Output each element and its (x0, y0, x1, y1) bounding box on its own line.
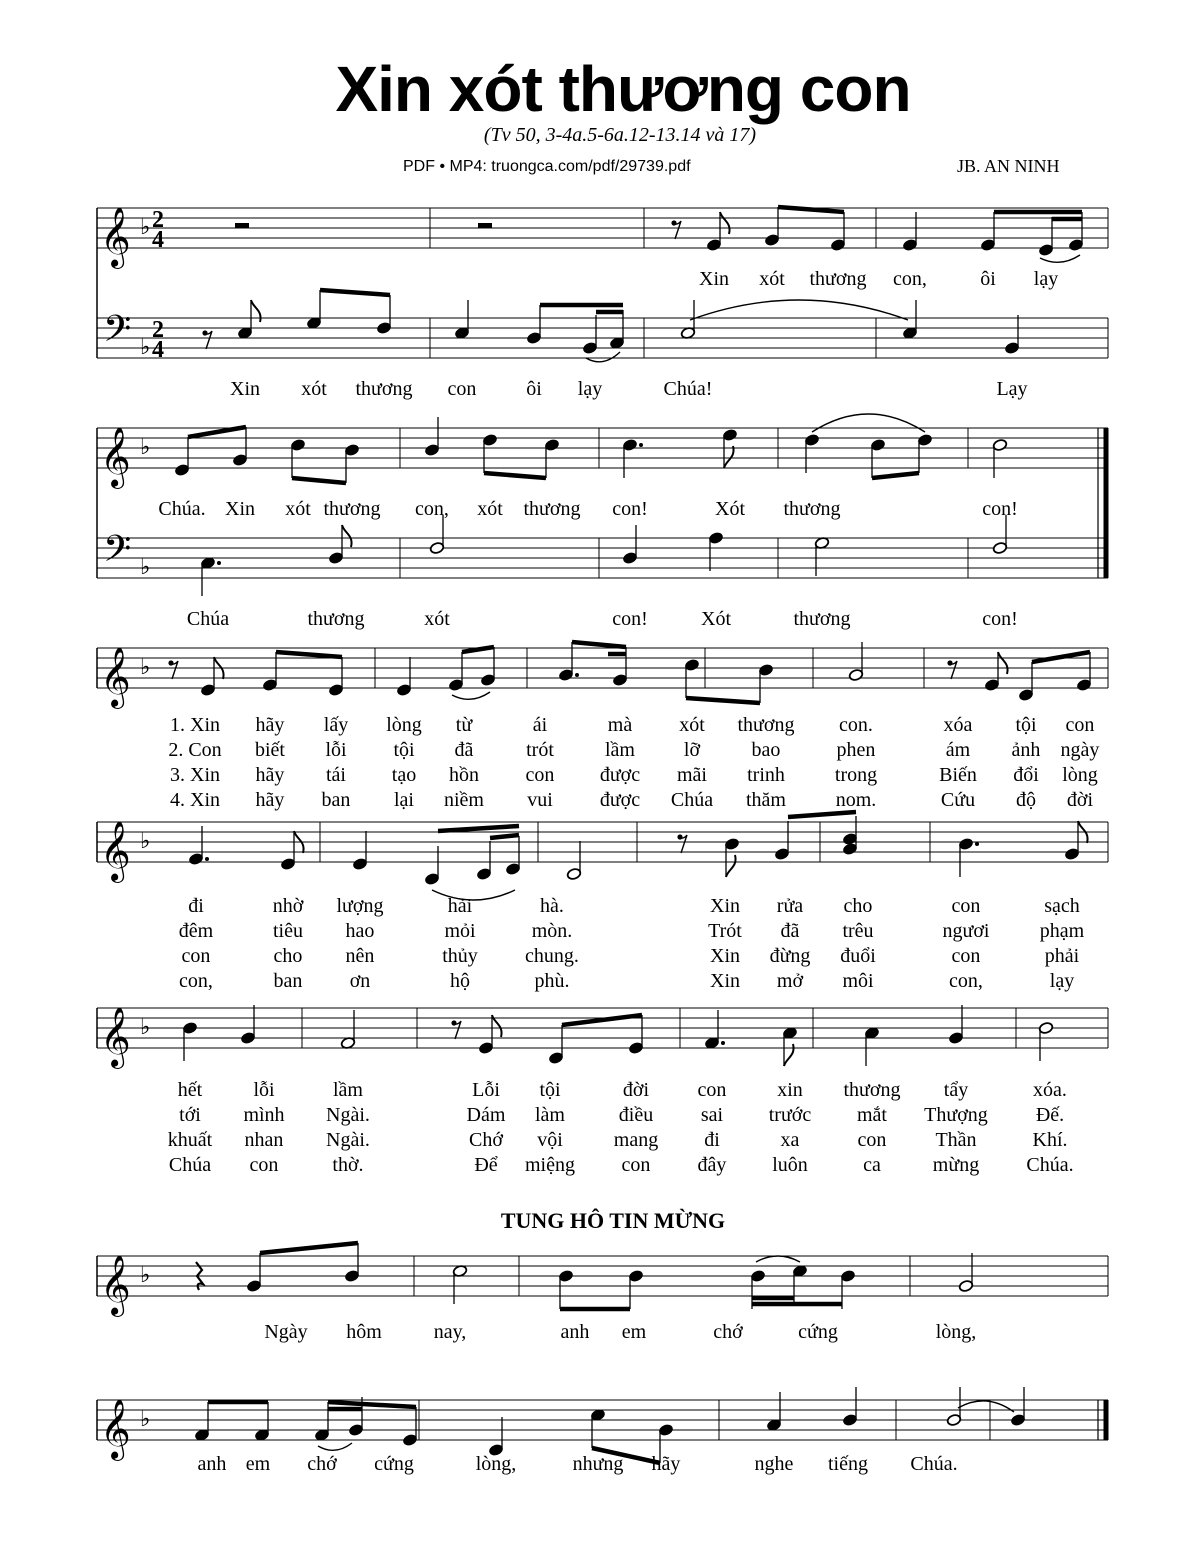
lyric-syllable: tội (539, 1079, 561, 1101)
lyric-syllable: ái (532, 714, 548, 736)
lyric-syllable: hãy (255, 764, 285, 786)
lyric-syllable: con (621, 1154, 651, 1176)
lyric-syllable: xót (301, 378, 327, 400)
augmentation-dot (975, 842, 979, 846)
lyric-syllable: con, (415, 498, 449, 520)
treble-clef: 𝄞 (100, 821, 131, 881)
lyric-syllable: lòng, (935, 1321, 977, 1343)
lyric-syllable: Biến (939, 764, 977, 786)
lyric-syllable: con (697, 1079, 727, 1101)
lyric-syllable: phen (836, 739, 876, 761)
lyric-syllable: anh (197, 1453, 227, 1475)
flat-sign: ♭ (140, 1407, 151, 1432)
treble-clef: 𝄞 (100, 1255, 131, 1315)
lyric-syllable: ban (273, 970, 303, 992)
lyric-syllable: hôm (346, 1321, 382, 1343)
lyric-syllable: làm (535, 1104, 565, 1126)
lyric-syllable: trót (526, 739, 554, 761)
lyric-syllable: xa (780, 1129, 800, 1151)
beam (320, 290, 390, 295)
slur (812, 414, 925, 432)
lyric-syllable: lỡ (683, 739, 701, 761)
lyric-syllable: Chúa (168, 1154, 212, 1176)
lyric-syllable: Xin (230, 378, 260, 400)
lyric-syllable: Chúa. (1026, 1154, 1074, 1176)
lyric-syllable: con, (893, 268, 927, 290)
lyric-syllable: anh (560, 1321, 590, 1343)
beam (260, 1243, 358, 1253)
lyric-syllable: Lạy (996, 378, 1028, 400)
lyric-syllable: Để (474, 1154, 498, 1176)
lyric-syllable: Trót (708, 920, 742, 942)
lyric-syllable: lỗi (253, 1079, 275, 1101)
lyric-syllable: thương (307, 608, 365, 630)
lyric-syllable: Ngài. (326, 1129, 370, 1151)
lyric-syllable: ám (945, 739, 971, 761)
lyric-syllable: 1. Xin (170, 714, 220, 736)
lyric-syllable: đi (704, 1129, 720, 1151)
lyric-syllable: con (857, 1129, 887, 1151)
treble-clef: 𝄞 (100, 1399, 131, 1459)
lyric-syllable: môi (842, 970, 874, 992)
time-signature-numerator: 2 (152, 207, 164, 233)
lyric-syllable: thương (843, 1079, 901, 1101)
time-signature-denominator: 4 (152, 337, 164, 363)
lyric-syllable: hao (345, 920, 375, 942)
composer-name: JB. AN NINH (957, 156, 1060, 176)
lyric-syllable: trong (834, 764, 878, 786)
lyric-syllable: thăm (746, 789, 786, 811)
lyric-syllable: tạo (391, 764, 417, 786)
lyric-syllable: hãy (255, 714, 285, 736)
lyric-syllable: ban (321, 789, 351, 811)
lyric-syllable: hà. (540, 895, 564, 917)
lyric-syllable: Cứu (940, 789, 976, 811)
lyric-syllable: xót (285, 498, 311, 520)
flat-sign: ♭ (140, 335, 151, 360)
augmentation-dot (205, 857, 209, 861)
lyric-syllable: đi (188, 895, 204, 917)
flat-sign: ♭ (140, 215, 151, 240)
lyric-syllable: hết (177, 1079, 203, 1101)
beam (484, 473, 546, 478)
lyric-syllable: tới (179, 1104, 201, 1126)
lyric-syllable: Xin (710, 945, 740, 967)
lyric-syllable: mang (613, 1129, 659, 1151)
lyric-syllable: đổi (1013, 764, 1039, 786)
lyric-syllable: đừng (769, 945, 811, 967)
flat-sign: ♭ (140, 1263, 151, 1288)
lyric-syllable: xót (679, 714, 705, 736)
augmentation-dot (721, 1041, 725, 1045)
note-flag (251, 300, 261, 322)
lyric-syllable: xóa. (1033, 1079, 1067, 1101)
lyric-syllable: mòn. (531, 920, 573, 942)
lyric-syllable: phù. (534, 970, 570, 992)
lyric-syllable: đây (697, 1154, 727, 1176)
half-rest (235, 223, 249, 228)
lyric-syllable: mà (607, 714, 633, 736)
lyric-syllable: con (181, 945, 211, 967)
lyric-syllable: Xin (225, 498, 255, 520)
lyric-syllable: em (245, 1453, 271, 1475)
lyric-syllable: thủy (442, 945, 478, 967)
psalm-reference: (Tv 50, 3-4a.5-6a.12-13.14 và 17) (483, 124, 757, 146)
lyric-syllable: Thượng (924, 1104, 988, 1126)
lyric-syllable: mãi (677, 764, 707, 786)
lyric-syllable: vui (527, 789, 553, 811)
lyric-syllable: bao (751, 739, 781, 761)
lyric-syllable: lỗi (325, 739, 347, 761)
lyric-syllable: ôi (980, 268, 996, 290)
lyric-syllable: ảnh (1011, 739, 1041, 761)
lyric-syllable: nom. (835, 789, 877, 811)
lyric-syllable: con! (612, 608, 648, 630)
lyric-syllable: hãy (651, 1453, 681, 1475)
eighth-rest (454, 1021, 461, 1039)
beam (1032, 652, 1090, 662)
lyric-syllable: mỏi (444, 920, 476, 942)
slur (756, 1256, 800, 1262)
treble-clef: 𝄞 (100, 207, 131, 267)
note-flag (998, 652, 1008, 674)
lyric-syllable: Lỗi (472, 1079, 500, 1101)
lyric-syllable: thương (809, 268, 867, 290)
beam (572, 642, 626, 647)
treble-clef: 𝄞 (100, 647, 131, 707)
time-signature-denominator: 4 (152, 227, 164, 253)
lyric-syllable: cho (843, 895, 873, 917)
eighth-rest (674, 221, 681, 239)
half-rest (478, 223, 492, 228)
lyric-syllable: xóa (943, 714, 973, 736)
song-title: Xin xót thương con (335, 53, 911, 125)
lyric-syllable: trước (768, 1104, 812, 1126)
note-flag (342, 525, 352, 547)
bass-clef: 𝄢 (103, 308, 132, 359)
lyric-syllable: Ngài. (326, 1104, 370, 1126)
lyric-syllable: niềm (444, 789, 484, 811)
source-link[interactable]: PDF • MP4: truongca.com/pdf/29739.pdf (403, 158, 691, 175)
augmentation-dot (639, 443, 643, 447)
lyric-syllable: Khí. (1032, 1129, 1068, 1151)
lyric-syllable: con (951, 895, 981, 917)
eighth-rest (680, 835, 687, 853)
lyric-syllable: đã (454, 739, 474, 761)
lyric-syllable: sạch (1044, 895, 1080, 917)
note-flag (724, 446, 734, 468)
lyric-syllable: tẩy (943, 1079, 969, 1101)
lyric-syllable: ngươi (942, 920, 990, 942)
lyric-syllable: sai (700, 1104, 724, 1126)
lyric-syllable: Dám (466, 1104, 506, 1126)
lyric-syllable: mắt (857, 1104, 887, 1126)
lyric-syllable: nay, (433, 1321, 467, 1343)
time-signature-numerator: 2 (152, 317, 164, 343)
beam (328, 1402, 416, 1407)
eighth-rest (205, 331, 212, 349)
beam (292, 478, 346, 483)
bass-clef: 𝄢 (103, 528, 132, 579)
lyric-syllable: lạy (1049, 970, 1075, 992)
lyric-syllable: em (621, 1321, 647, 1343)
lyric-syllable: 2. Con (168, 739, 222, 761)
lyric-syllable: hồn (449, 764, 479, 786)
lyric-syllable: đời (1066, 789, 1094, 811)
lyric-syllable: lạy (1033, 268, 1059, 290)
lyric-syllable: thờ. (332, 1154, 364, 1176)
lyric-syllable: điều (618, 1104, 654, 1126)
slur (452, 692, 490, 699)
lyric-syllable: lạy (577, 378, 603, 400)
lyric-syllable: nhờ (272, 895, 304, 917)
lyric-syllable: Xin (710, 970, 740, 992)
lyric-syllable: phạm (1039, 920, 1085, 942)
lyric-syllable: tiêu (273, 920, 303, 942)
lyric-syllable: từ (455, 714, 473, 736)
lyric-syllable: con. (839, 714, 873, 736)
lyric-syllable: thương (737, 714, 795, 736)
lyric-syllable: được (599, 789, 641, 811)
lyric-syllable: trinh (747, 764, 785, 786)
lyric-syllable: nghe (754, 1453, 794, 1475)
lyric-syllable: 3. Xin (170, 764, 220, 786)
beam (872, 473, 919, 478)
lyric-syllable: lầm (333, 1079, 363, 1101)
lyric-syllable: Xót (701, 608, 731, 630)
flat-sign: ♭ (140, 435, 151, 460)
lyric-syllable: con! (612, 498, 648, 520)
treble-clef: 𝄞 (100, 1007, 131, 1067)
lyric-syllable: tái (326, 764, 346, 786)
lyric-syllable: lượng (336, 895, 384, 917)
lyric-syllable: độ (1016, 789, 1036, 811)
lyric-syllable: lại (394, 789, 414, 811)
flat-sign: ♭ (140, 555, 151, 580)
lyric-syllable: lòng (386, 714, 422, 736)
lyric-syllable: thương (523, 498, 581, 520)
lyric-syllable: con! (982, 498, 1018, 520)
lyric-syllable: đã (780, 920, 800, 942)
lyric-syllable: được (599, 764, 641, 786)
lyric-syllable: phải (1044, 945, 1080, 967)
lyric-syllable: thương (323, 498, 381, 520)
lyric-syllable: tội (393, 739, 415, 761)
lyric-syllable: xót (477, 498, 503, 520)
flat-sign: ♭ (140, 655, 151, 680)
beam (788, 812, 856, 817)
lyric-syllable: chớ (713, 1321, 743, 1343)
lyric-syllable: con (951, 945, 981, 967)
lyric-syllable: ngày (1060, 739, 1100, 761)
lyric-syllable: Chúa (670, 789, 714, 811)
treble-clef: 𝄞 (100, 427, 131, 487)
lyric-syllable: cứng (374, 1453, 414, 1475)
lyric-syllable: thương (355, 378, 413, 400)
beam (438, 826, 519, 831)
lyric-syllable: ca (863, 1154, 881, 1176)
lyric-syllable: biết (255, 739, 285, 761)
lyric-syllable: mở (776, 970, 804, 992)
lyric-syllable: Chúa. (910, 1453, 958, 1475)
lyric-syllable: con (525, 764, 555, 786)
lyric-syllable: hãy (255, 789, 285, 811)
lyric-syllable: Xin (710, 895, 740, 917)
lyric-syllable: con, (949, 970, 983, 992)
lyric-syllable: thương (793, 608, 851, 630)
lyric-syllable: tội (1015, 714, 1037, 736)
lyric-syllable: Chớ (469, 1129, 503, 1151)
lyric-syllable: Xin (699, 268, 729, 290)
lyric-syllable: Chúa! (663, 378, 713, 400)
lyric-syllable: tiếng (828, 1453, 868, 1475)
lyric-syllable: cho (273, 945, 303, 967)
lyric-syllable: nên (345, 945, 375, 967)
lyric-syllable: miệng (525, 1154, 575, 1176)
lyric-syllable: Chúa. (158, 498, 206, 520)
augmentation-dot (217, 561, 221, 565)
lyric-syllable: lầm (605, 739, 635, 761)
lyric-syllable: thương (783, 498, 841, 520)
lyric-syllable: con (447, 378, 477, 400)
lyric-syllable: 4. Xin (170, 789, 220, 811)
flat-sign: ♭ (140, 829, 151, 854)
lyric-syllable: cứng (798, 1321, 838, 1343)
lyric-syllable: xót (759, 268, 785, 290)
lyric-syllable: hộ (450, 970, 470, 992)
lyric-syllable: trêu (842, 920, 874, 942)
lyric-syllable: đêm (178, 920, 214, 942)
lyric-syllable: ơn (349, 970, 371, 992)
lyric-syllable: đời (622, 1079, 650, 1101)
lyric-syllable: luôn (772, 1154, 808, 1176)
note-flag (720, 212, 730, 234)
lyric-syllable: vội (537, 1129, 563, 1151)
lyric-syllable: mình (243, 1104, 285, 1126)
lyric-syllable: mừng (932, 1154, 980, 1176)
slur (432, 890, 515, 900)
lyric-syllable: Xót (715, 498, 745, 520)
lyric-syllable: Ngày (264, 1321, 308, 1343)
section-title-acclamation: TUNG HÔ TIN MỪNG (500, 1208, 726, 1233)
slur (318, 1443, 352, 1450)
lyric-syllable: xót (424, 608, 450, 630)
beam (276, 652, 342, 657)
slur (1040, 255, 1080, 262)
lyric-syllable: chung. (525, 945, 579, 967)
lyric-syllable: hải (447, 895, 473, 917)
lyric-syllable: rửa (776, 895, 804, 917)
lyric-syllable: lấy (323, 714, 349, 736)
lyric-syllable: xin (777, 1079, 803, 1101)
lyric-syllable: nhan (244, 1129, 284, 1151)
lyric-syllable: nhưng (572, 1453, 624, 1475)
slur (586, 352, 620, 362)
lyric-syllable: chớ (307, 1453, 337, 1475)
lyric-syllable: lòng (1062, 764, 1098, 786)
note-flag (726, 855, 736, 877)
slur (690, 300, 908, 320)
lyric-syllable: ôi (526, 378, 542, 400)
eighth-rest (171, 661, 178, 679)
lyric-syllable: đuổi (840, 945, 876, 967)
beam (562, 1015, 642, 1025)
lyric-syllable: con (249, 1154, 279, 1176)
lyric-syllable: Thần (935, 1129, 977, 1151)
beam (686, 698, 760, 703)
flat-sign: ♭ (140, 1015, 151, 1040)
eighth-rest (950, 661, 957, 679)
lyric-syllable: con, (179, 970, 213, 992)
augmentation-dot (575, 673, 579, 677)
lyric-syllable: khuất (167, 1129, 213, 1151)
lyric-syllable: Chúa (186, 608, 230, 630)
lyric-syllable: con! (982, 608, 1018, 630)
beam (490, 835, 519, 838)
lyric-syllable: lòng, (475, 1453, 517, 1475)
lyric-syllable: Đế. (1035, 1104, 1065, 1126)
note-flag (784, 1044, 794, 1066)
lyric-syllable: con (1065, 714, 1095, 736)
